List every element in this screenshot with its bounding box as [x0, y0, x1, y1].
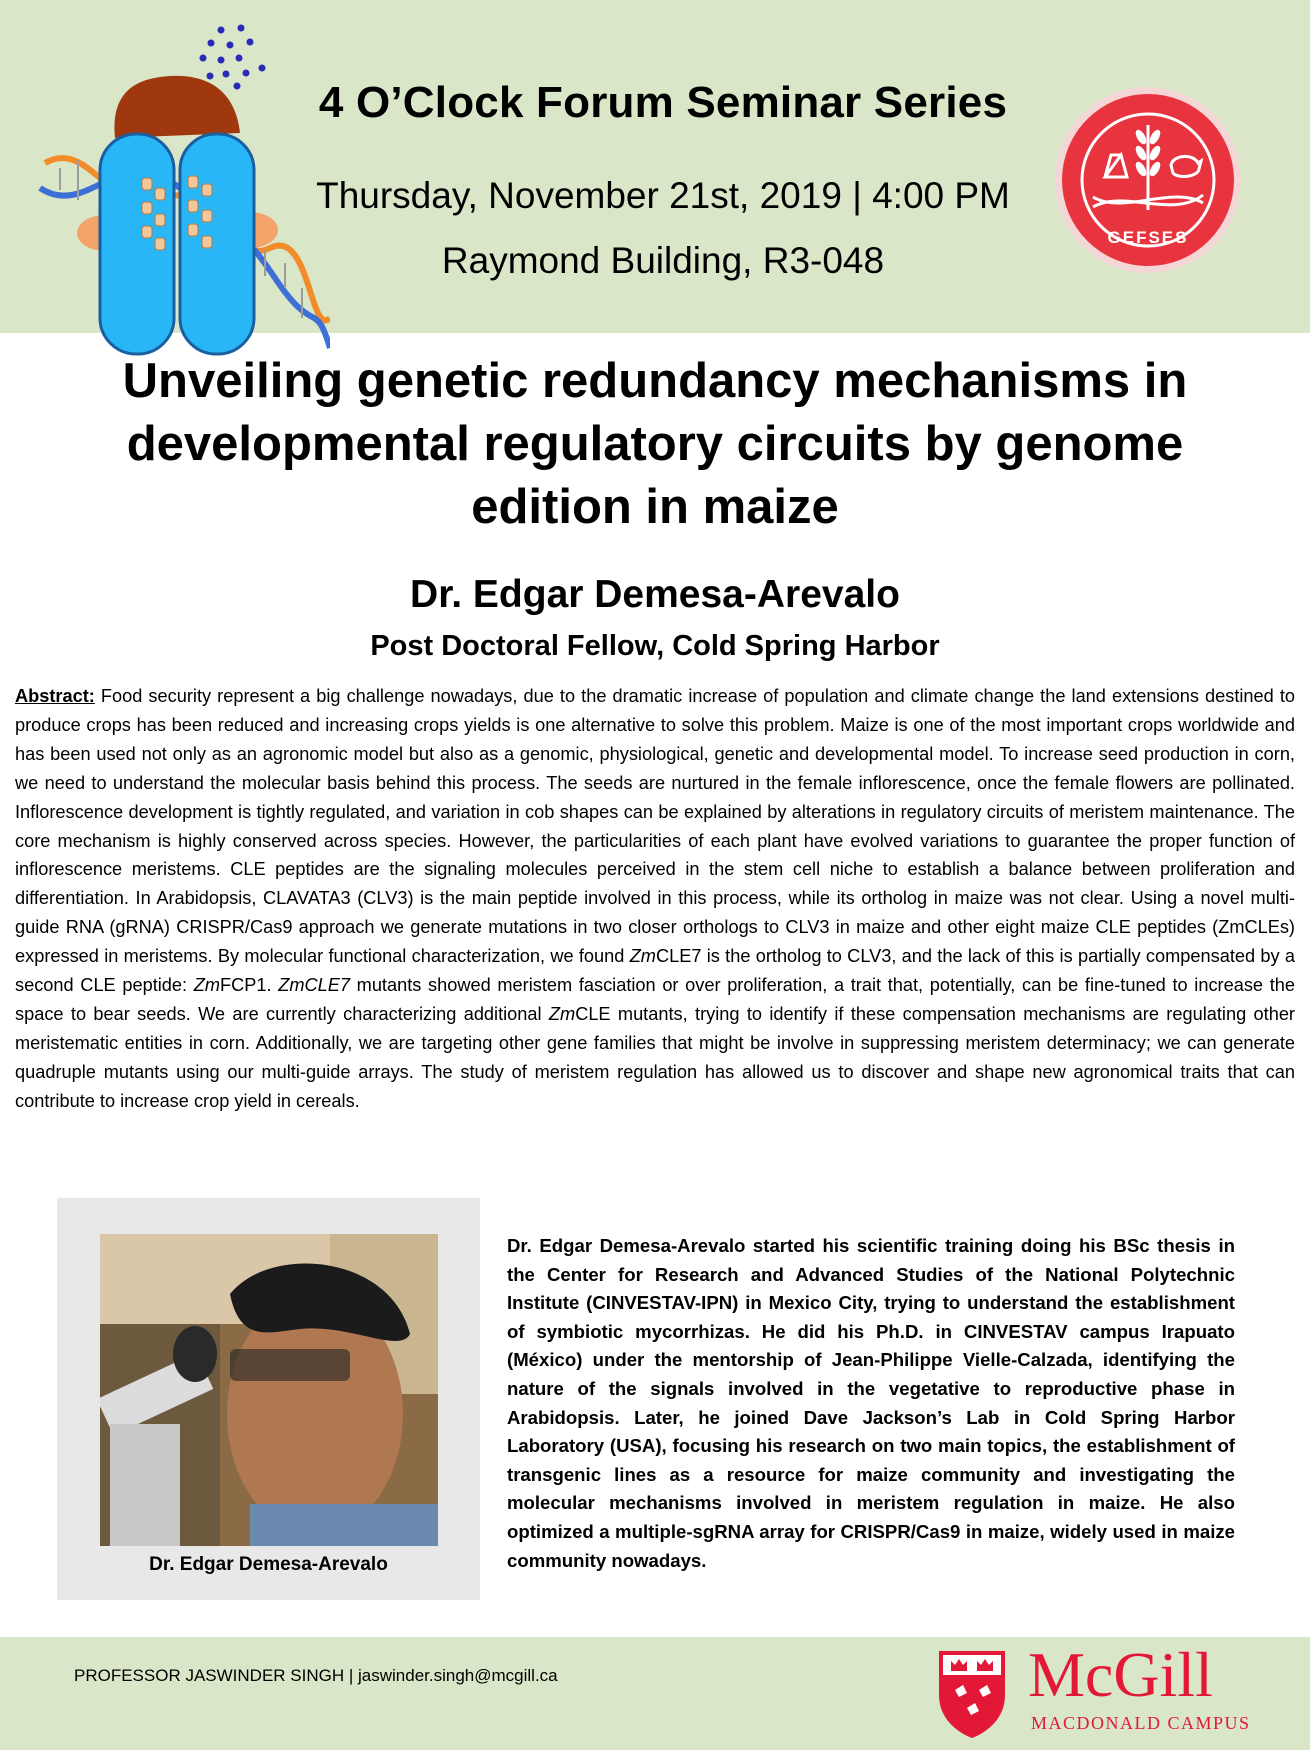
abstract-segment: CLE mutants, trying to identify if these compensation mechanisms are regulating other meristematic entities in corn. Additionally, we are targeting other gene families that might be involve in suppressing meristem determinacy; we can generate quadruple mutants using our multi-guide arrays. The study of meristem regulation has allowed us to discover and shape new agronomical traits that can contribute to increase crop yield in cereals.: [15, 1003, 1295, 1111]
abstract-segment: FCP1.: [220, 975, 279, 996]
gefses-logo: [1053, 85, 1243, 275]
abstract-italic: Zm: [193, 975, 221, 996]
gefses-logo-text: GEFSES: [1107, 228, 1189, 247]
speaker-photo-card: [57, 1198, 480, 1600]
abstract-italic: Zm: [629, 946, 656, 967]
speaker-affiliation: Post Doctoral Fellow, Cold Spring Harbor: [370, 630, 940, 662]
mcgill-wordmark: McGill: [1028, 1639, 1213, 1710]
abstract-italic: Zm: [548, 1003, 576, 1024]
speaker-name: Dr. Edgar Demesa-Arevalo: [410, 573, 900, 616]
abstract-label: Abstract:: [15, 686, 95, 706]
event-date-time: Thursday, November 21st, 2019 | 4:00 PM: [316, 175, 1010, 216]
speaker-bio: Dr. Edgar Demesa-Arevalo started his scientific training doing his BSc thesis in the Center for Research and Advanced Studies of the National Polytechnic Institute (CINVESTAV-IPN) in Mexico City, trying to understand the establishment of symbiotic mycorrhizas. He did his Ph.D. in CINVESTAV campus Irapuato (México) under the mentorship of Jean-Philippe Vielle-Calzada, identifying the nature of the signals involved in the vegetative to reproductive phase in Arabidopsis. Later, he joined Dave Jackson’s Lab in Cold Spring Harbor Laboratory (USA), focusing his research on two main topics, the establishment of transgenic lines as a resource for maize community and investigating the molecular mechanisms involved in meristem regulation in maize. He also optimized a multiple-sgRNA array for CRISPR/Cas9 in maize, widely used in maize community nowadays.: [507, 1235, 1235, 1571]
abstract-segment: mutants showed meristem fasciation or over proliferation, a trait that, potentially, can be fine-tuned to increase the space to bear seeds. We are currently characterizing additional: [15, 975, 1295, 1024]
abstract-italic: ZmCLE7: [278, 975, 350, 996]
abstract-text: [15, 682, 1295, 1116]
macdonald-campus-label: MACDONALD CAMPUS: [1031, 1713, 1251, 1733]
photo-caption: Dr. Edgar Demesa-Arevalo: [149, 1554, 388, 1575]
abstract-segment: Food security represent a big challenge nowadays, due to the dramatic increase of population and climate change the land extensions destined to produce crops has been reduced and increasing crops yields is one alternative to solve this problem. Maize is one of the most important crops worldwide and has been used not only as an agronomic model but also as a genomic, physiological, genetic and developmental model. To increase seed production in corn, we need to understand the molecular basis behind this process. The seeds are nurtured in the female inflorescence, once the female flowers are pollinated. Inflorescence development is tightly regulated, and variation in cob shapes can be explained by alterations in regulatory circuits of meristem maintenance. The core mechanism is highly conserved across species. However, the particularities of each plant have evolved variations to guarantee the proper function of inflorescence meristems. CLE peptides are the signaling molecules perceived in the stem cell niche to establish a balance between proliferation and differentiation. In Arabidopsis, CLAVATA3 (CLV3) is the main peptide involved in this process, while its ortholog in maize was not clear. Using a novel multi-guide RNA (gRNA) CRISPR/Cas9 approach we generate mutations in two closer orthologs to CLV3 in maize and other eight maize CLE peptides (ZmCLEs) expressed in meristems. By molecular functional characterization, we found: [15, 686, 1295, 967]
mcgill-crest-icon: [935, 1645, 1009, 1740]
series-title: 4 O’Clock Forum Seminar Series: [318, 78, 1008, 127]
event-venue: Raymond Building, R3-048: [441, 240, 885, 281]
abstract-segment: CLE7 is the ortholog to CLV3, and the lack of this is partially compensated by a second CLE peptide:: [15, 946, 1295, 996]
talk-title: Unveiling genetic redundancy mechanisms in developmental regulatory circuits by genome edition in maize: [122, 354, 1188, 534]
contact-info: PROFESSOR JASWINDER SINGH | jaswinder.singh@mcgill.ca: [74, 1666, 558, 1685]
speaker-photo: [100, 1234, 438, 1546]
